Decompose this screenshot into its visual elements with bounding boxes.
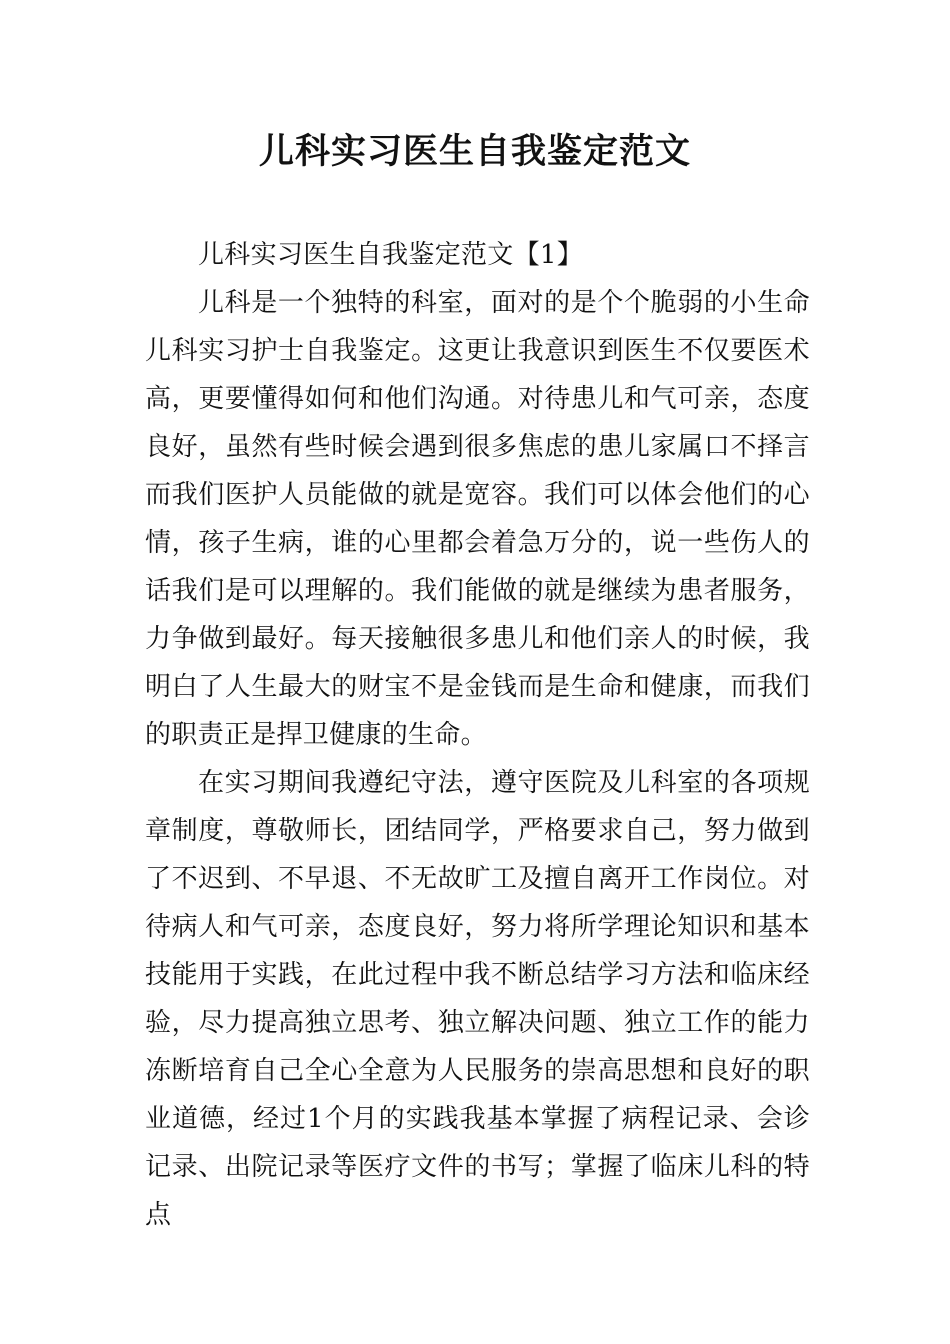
paragraph-1: 儿科是一个独特的科室，面对的是个个脆弱的小生命儿科实习护士自我鉴定。这更让我意识到医生不仅要医术高，更要懂得如何和他们沟通。对待患儿和气可亲，态度良好，虽然有些时候会遇到很多焦虑的患儿家属口不择言而我们医护人员能做的就是宽容。我们可以体会他们的心情，孩子生病，谁的心里都会着急万分的，说一些伤人的话我们是可以理解的。我们能做的就是继续为患者服务，力争做到最好。每天接触很多患儿和他们亲人的时候，我明白了人生最大的财宝不是金钱而是生命和健康，而我们的职责正是捍卫健康的生命。 xyxy=(145,288,810,750)
paragraph-2: 在实习期间我遵纪守法，遵守医院及儿科室的各项规章制度，尊敬师长，团结同学，严格要求自己，努力做到了不迟到、不早退、不无故旷工及擅自离开工作岗位。对待病人和气可亲，态度良好，努力将所学理论知识和基本技能用于实践，在此过程中我不断总结学习方法和临床经验，尽力提高独立思考、独立解决问题、独立工作的能力冻断培育自己全心全意为人民服务的崇高思想和良好的职业道德，经过1个月的实践我基本掌握了病程记录、会诊记录、出院记录等医疗文件的书写；掌握了临床儿科的特点 xyxy=(145,768,810,1230)
document-body xyxy=(145,231,810,1239)
section-heading: 儿科实习医生自我鉴定范文【1】 xyxy=(198,240,584,270)
document-title: 儿科实习医生自我鉴定范文 xyxy=(258,131,691,172)
